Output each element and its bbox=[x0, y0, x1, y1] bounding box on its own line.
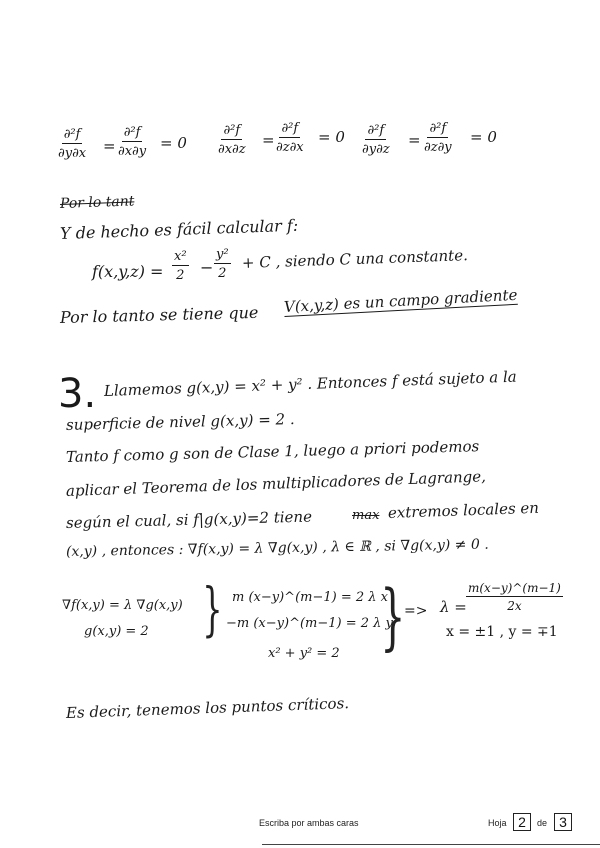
formula-tail: + C , siendo C una constante. bbox=[241, 246, 469, 272]
denominator: ∂y∂z bbox=[362, 142, 390, 157]
right-brace: } bbox=[380, 574, 406, 658]
text-line: Y de hecho es fácil calcular f: bbox=[59, 215, 299, 243]
denominator: ∂z∂x bbox=[276, 140, 304, 155]
text-line: Por lo tanto se tiene que bbox=[59, 302, 259, 327]
numerator: ∂²f bbox=[429, 121, 447, 136]
denominator: 2 bbox=[218, 266, 227, 281]
lambda-fraction bbox=[466, 582, 563, 612]
numerator: ∂²f bbox=[223, 123, 241, 138]
footer-rule bbox=[262, 844, 600, 845]
denominator: ∂y∂x bbox=[58, 146, 87, 161]
numerator: ∂²f bbox=[281, 121, 299, 136]
text-line: Es decir, tenemos los puntos críticos. bbox=[65, 694, 350, 722]
footer-hoja-label: Hoja bbox=[488, 818, 507, 828]
partial-fraction bbox=[58, 128, 86, 160]
numerator: ∂²f bbox=[63, 127, 81, 142]
lambda-lhs: λ = bbox=[440, 598, 467, 616]
partial-fraction bbox=[218, 124, 246, 156]
partial-fraction bbox=[276, 122, 304, 154]
equals-sign: = bbox=[103, 137, 116, 155]
denominator: ∂z∂y bbox=[424, 140, 452, 155]
text-line: Llamemos g(x,y) = x² + y² . Entonces f está sujeto a la bbox=[103, 367, 517, 400]
system-mid-1: m (x−y)^(m−1) = 2 λ x bbox=[232, 590, 388, 605]
denominator: 2 bbox=[176, 268, 185, 283]
equals-sign: = bbox=[408, 131, 421, 149]
system-mid-3: x² + y² = 2 bbox=[268, 646, 340, 661]
total-pages-box bbox=[554, 813, 572, 831]
partial-fraction bbox=[362, 124, 390, 156]
equals-zero: = 0 bbox=[160, 134, 187, 152]
critical-values: x = ±1 , y = ∓1 bbox=[446, 624, 558, 640]
numerator: y² bbox=[216, 247, 229, 262]
fraction-x2-over-2 bbox=[172, 250, 189, 282]
numerator: x² bbox=[174, 249, 187, 264]
text-line: aplicar el Teorema de los multiplicadores de Lagrange, bbox=[65, 467, 487, 500]
formula-lhs: f(x,y,z) = bbox=[92, 262, 164, 281]
equals-zero: = 0 bbox=[470, 128, 497, 146]
text-line: Tanto f como g son de Clase 1, luego a priori podemos bbox=[65, 437, 480, 466]
right-brace: } bbox=[202, 575, 223, 643]
partial-fraction bbox=[424, 122, 452, 154]
footer-note: Escriba por ambas caras bbox=[259, 818, 359, 828]
struck-text: Por lo tant bbox=[59, 193, 135, 212]
minus-sign: − bbox=[200, 258, 214, 277]
struck-word: max bbox=[352, 508, 380, 523]
denominator: ∂x∂z bbox=[218, 142, 246, 157]
text-line: según el cual, si f|g(x,y)=2 tiene bbox=[65, 507, 313, 532]
text-line: (x,y) , entonces : ∇f(x,y) = λ ∇g(x,y) , λ ∈ ℝ , si ∇g(x,y) ≠ 0 . bbox=[65, 536, 489, 560]
page-number-box bbox=[513, 813, 531, 831]
numerator: ∂²f bbox=[123, 125, 141, 140]
section-number: 3. bbox=[58, 371, 97, 417]
text-line: superficie de nivel g(x,y) = 2 . bbox=[65, 410, 295, 434]
numerator: ∂²f bbox=[367, 123, 385, 138]
page-number: 2 bbox=[518, 814, 526, 830]
equals-sign: = bbox=[262, 131, 275, 149]
total-pages: 3 bbox=[559, 814, 567, 830]
system-mid-2: −m (x−y)^(m−1) = 2 λ y bbox=[226, 616, 393, 631]
denominator: 2x bbox=[507, 599, 522, 613]
footer-de-label: de bbox=[537, 818, 548, 828]
system-left-1: ∇f(x,y) = λ ∇g(x,y) bbox=[62, 598, 183, 613]
implies-arrow: => bbox=[404, 603, 428, 619]
equals-zero: = 0 bbox=[318, 128, 345, 146]
system-left-2: g(x,y) = 2 bbox=[84, 624, 149, 639]
numerator: m(x−y)^(m−1) bbox=[468, 581, 561, 595]
underlined-conclusion: V(x,y,z) es un campo gradiente bbox=[283, 285, 518, 316]
fraction-y2-over-2 bbox=[214, 248, 231, 280]
text-line: extremos locales en bbox=[387, 498, 540, 522]
denominator: ∂x∂y bbox=[118, 144, 147, 159]
partial-fraction bbox=[118, 126, 146, 158]
